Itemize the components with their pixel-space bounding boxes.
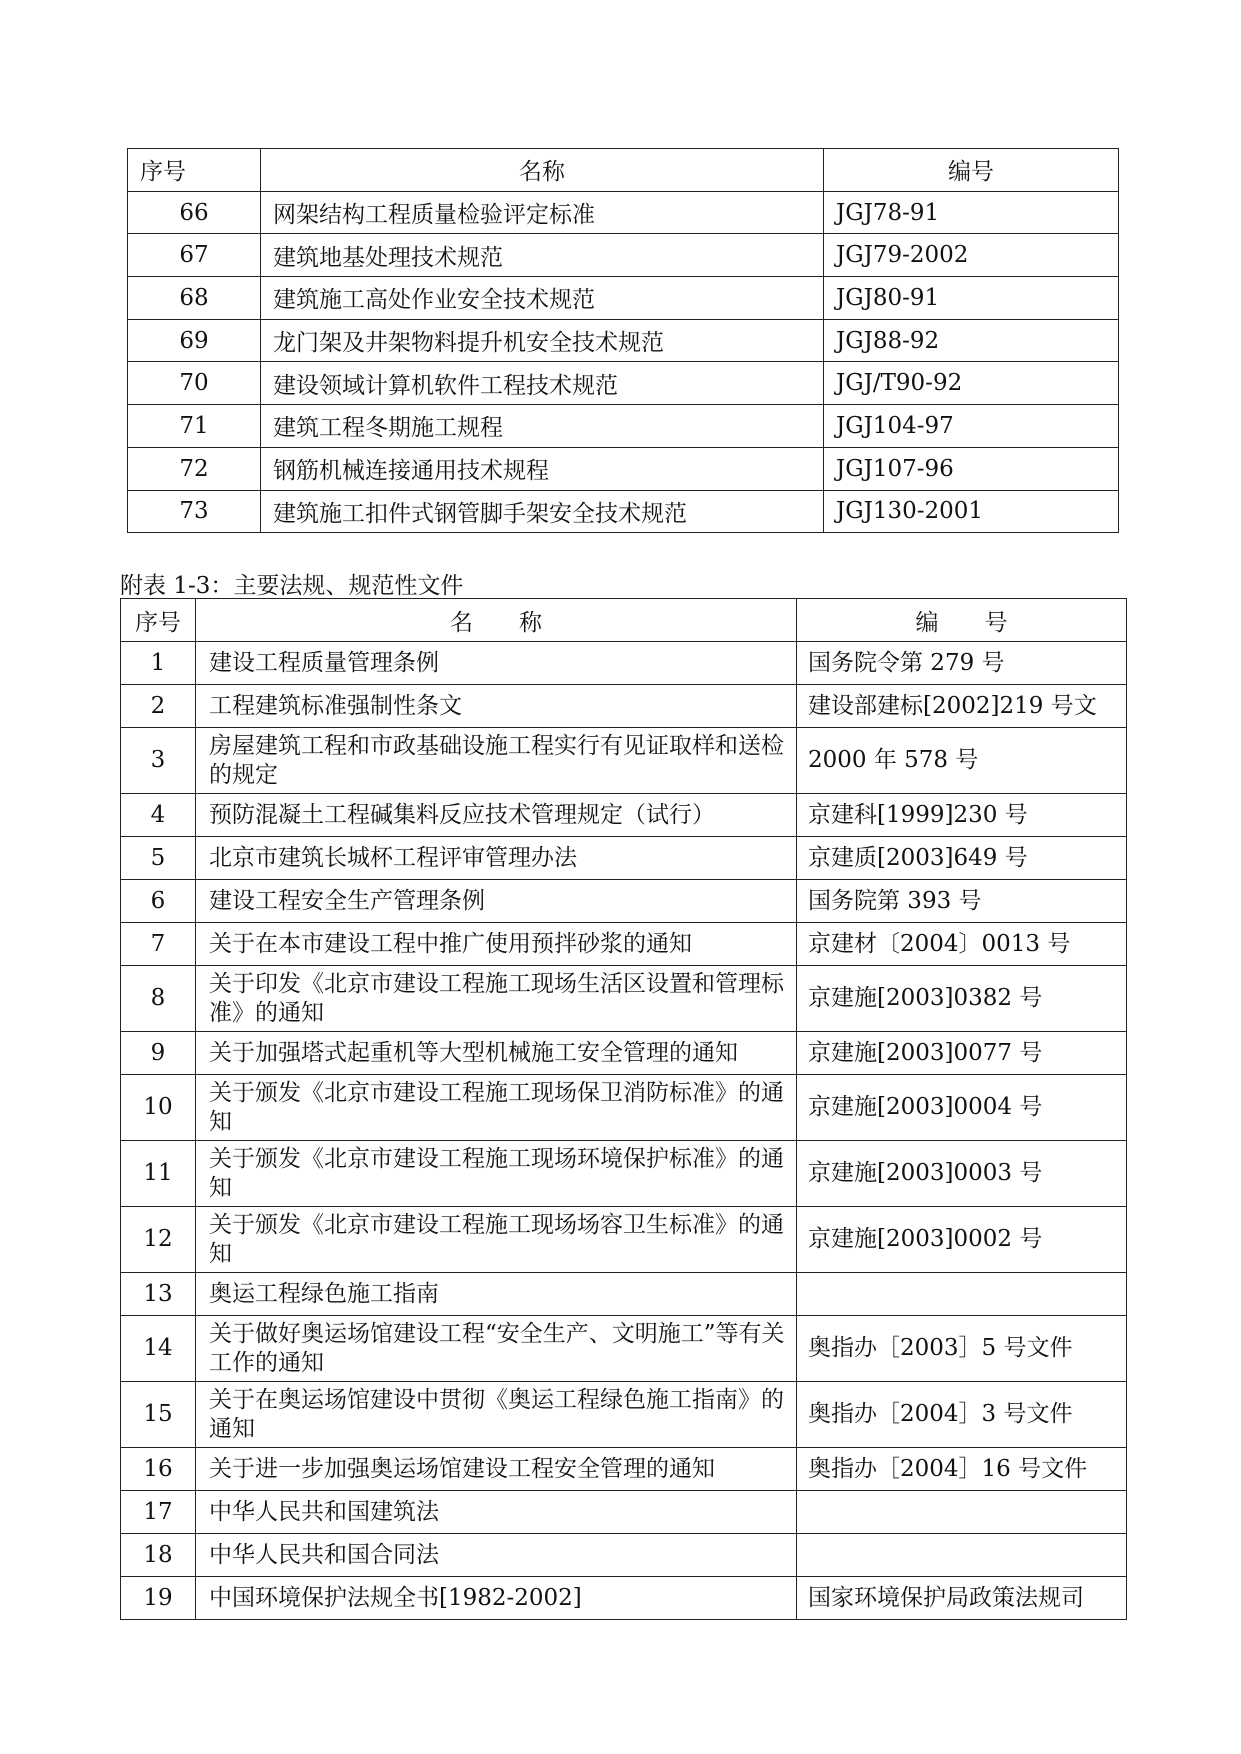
table-row — [121, 1448, 1127, 1491]
table-row — [121, 923, 1127, 966]
row-number: 69 — [128, 319, 261, 362]
row-name: 网架结构工程质量检验评定标准 — [261, 191, 824, 234]
row-number: 9 — [121, 1032, 196, 1075]
row-name: 中国环境保护法规全书[1982-2002] — [196, 1577, 797, 1620]
table-row — [121, 1534, 1127, 1577]
row-name: 关于颁发《北京市建设工程施工现场保卫消防标准》的通知 — [196, 1075, 797, 1141]
row-name: 关于颁发《北京市建设工程施工现场场容卫生标准》的通知 — [196, 1207, 797, 1273]
table-row — [121, 1316, 1127, 1382]
table-row — [128, 447, 1119, 490]
row-number: 1 — [121, 642, 196, 685]
row-code: 奥指办［2004］16 号文件 — [797, 1448, 1127, 1491]
row-number: 70 — [128, 362, 261, 405]
row-code: JGJ78-91 — [824, 191, 1119, 234]
row-code — [797, 1491, 1127, 1534]
row-number: 73 — [128, 490, 261, 533]
row-code — [797, 1534, 1127, 1577]
row-name: 建筑施工高处作业安全技术规范 — [261, 277, 824, 320]
row-code — [797, 1273, 1127, 1316]
row-code: JGJ88-92 — [824, 319, 1119, 362]
row-number: 4 — [121, 794, 196, 837]
row-code: 国务院令第 279 号 — [797, 642, 1127, 685]
row-name: 建设工程安全生产管理条例 — [196, 880, 797, 923]
table-row — [121, 880, 1127, 923]
row-name: 工程建筑标准强制性条文 — [196, 685, 797, 728]
row-code: JGJ80-91 — [824, 277, 1119, 320]
row-code: 京建施[2003]0003 号 — [797, 1141, 1127, 1207]
table-row — [121, 1491, 1127, 1534]
standards-table-1 — [127, 148, 1119, 533]
row-name: 建筑地基处理技术规范 — [261, 234, 824, 277]
row-number: 66 — [128, 191, 261, 234]
row-name: 关于颁发《北京市建设工程施工现场环境保护标准》的通知 — [196, 1141, 797, 1207]
row-code: JGJ79-2002 — [824, 234, 1119, 277]
row-code: JGJ130-2001 — [824, 490, 1119, 533]
row-number: 68 — [128, 277, 261, 320]
row-number: 8 — [121, 966, 196, 1032]
row-name: 房屋建筑工程和市政基础设施工程实行有见证取样和送检的规定 — [196, 728, 797, 794]
row-number: 11 — [121, 1141, 196, 1207]
table-row — [121, 1382, 1127, 1448]
row-name: 中华人民共和国合同法 — [196, 1534, 797, 1577]
header-name: 名称 — [261, 149, 824, 192]
row-number: 15 — [121, 1382, 196, 1448]
row-name: 龙门架及井架物料提升机安全技术规范 — [261, 319, 824, 362]
row-code: 京建施[2003]0004 号 — [797, 1075, 1127, 1141]
row-code: 国家环境保护局政策法规司 — [797, 1577, 1127, 1620]
row-code: 奥指办［2003］5 号文件 — [797, 1316, 1127, 1382]
header-number: 序号 — [128, 149, 261, 192]
row-code: 国务院第 393 号 — [797, 880, 1127, 923]
table-row — [121, 966, 1127, 1032]
table-row — [121, 1577, 1127, 1620]
row-number: 5 — [121, 837, 196, 880]
row-code: 建设部建标[2002]219 号文 — [797, 685, 1127, 728]
row-code: JGJ104-97 — [824, 405, 1119, 448]
table-caption: 附表 1-3：主要法规、规范性文件 — [120, 573, 464, 599]
row-name: 关于进一步加强奥运场馆建设工程安全管理的通知 — [196, 1448, 797, 1491]
table-row — [121, 728, 1127, 794]
table-row — [128, 490, 1119, 533]
table-row — [121, 1032, 1127, 1075]
header-name: 名 称 — [196, 599, 797, 642]
row-code: 京建施[2003]0382 号 — [797, 966, 1127, 1032]
row-number: 3 — [121, 728, 196, 794]
row-name: 关于印发《北京市建设工程施工现场生活区设置和管理标准》的通知 — [196, 966, 797, 1032]
row-number: 13 — [121, 1273, 196, 1316]
row-number: 72 — [128, 447, 261, 490]
row-code: 奥指办［2004］3 号文件 — [797, 1382, 1127, 1448]
table-row — [128, 405, 1119, 448]
table-row — [121, 1075, 1127, 1141]
row-code: 京建质[2003]649 号 — [797, 837, 1127, 880]
row-name: 关于加强塔式起重机等大型机械施工安全管理的通知 — [196, 1032, 797, 1075]
table-header-row — [121, 599, 1127, 642]
row-number: 14 — [121, 1316, 196, 1382]
row-name: 中华人民共和国建筑法 — [196, 1491, 797, 1534]
row-code: JGJ/T90-92 — [824, 362, 1119, 405]
header-code: 编 号 — [797, 599, 1127, 642]
row-code: 京建材〔2004〕0013 号 — [797, 923, 1127, 966]
row-name: 建筑工程冬期施工规程 — [261, 405, 824, 448]
row-name: 建设领域计算机软件工程技术规范 — [261, 362, 824, 405]
header-code: 编号 — [824, 149, 1119, 192]
row-name: 关于在本市建设工程中推广使用预拌砂浆的通知 — [196, 923, 797, 966]
row-name: 预防混凝土工程碱集料反应技术管理规定（试行） — [196, 794, 797, 837]
row-number: 2 — [121, 685, 196, 728]
table-row — [128, 362, 1119, 405]
header-number: 序号 — [121, 599, 196, 642]
row-name: 建设工程质量管理条例 — [196, 642, 797, 685]
table-row — [121, 1273, 1127, 1316]
row-number: 12 — [121, 1207, 196, 1273]
row-code: 2000 年 578 号 — [797, 728, 1127, 794]
table-row — [121, 685, 1127, 728]
row-number: 10 — [121, 1075, 196, 1141]
row-name: 北京市建筑长城杯工程评审管理办法 — [196, 837, 797, 880]
row-number: 6 — [121, 880, 196, 923]
row-number: 17 — [121, 1491, 196, 1534]
row-number: 16 — [121, 1448, 196, 1491]
row-code: 京建施[2003]0077 号 — [797, 1032, 1127, 1075]
row-number: 19 — [121, 1577, 196, 1620]
table-row — [128, 277, 1119, 320]
table-row — [121, 642, 1127, 685]
row-name: 关于做好奥运场馆建设工程“安全生产、文明施工”等有关工作的通知 — [196, 1316, 797, 1382]
table-row — [128, 234, 1119, 277]
row-name: 关于在奥运场馆建设中贯彻《奥运工程绿色施工指南》的通知 — [196, 1382, 797, 1448]
row-code: 京建科[1999]230 号 — [797, 794, 1127, 837]
regulations-table — [120, 598, 1127, 1620]
row-code: JGJ107-96 — [824, 447, 1119, 490]
row-number: 67 — [128, 234, 261, 277]
row-name: 奥运工程绿色施工指南 — [196, 1273, 797, 1316]
row-number: 18 — [121, 1534, 196, 1577]
table-header-row — [128, 149, 1119, 192]
row-code: 京建施[2003]0002 号 — [797, 1207, 1127, 1273]
table-row — [121, 837, 1127, 880]
row-number: 71 — [128, 405, 261, 448]
table-row — [121, 794, 1127, 837]
row-name: 钢筋机械连接通用技术规程 — [261, 447, 824, 490]
table-row — [128, 191, 1119, 234]
table-row — [121, 1207, 1127, 1273]
row-name: 建筑施工扣件式钢管脚手架安全技术规范 — [261, 490, 824, 533]
table-row — [121, 1141, 1127, 1207]
row-number: 7 — [121, 923, 196, 966]
table-row — [128, 319, 1119, 362]
